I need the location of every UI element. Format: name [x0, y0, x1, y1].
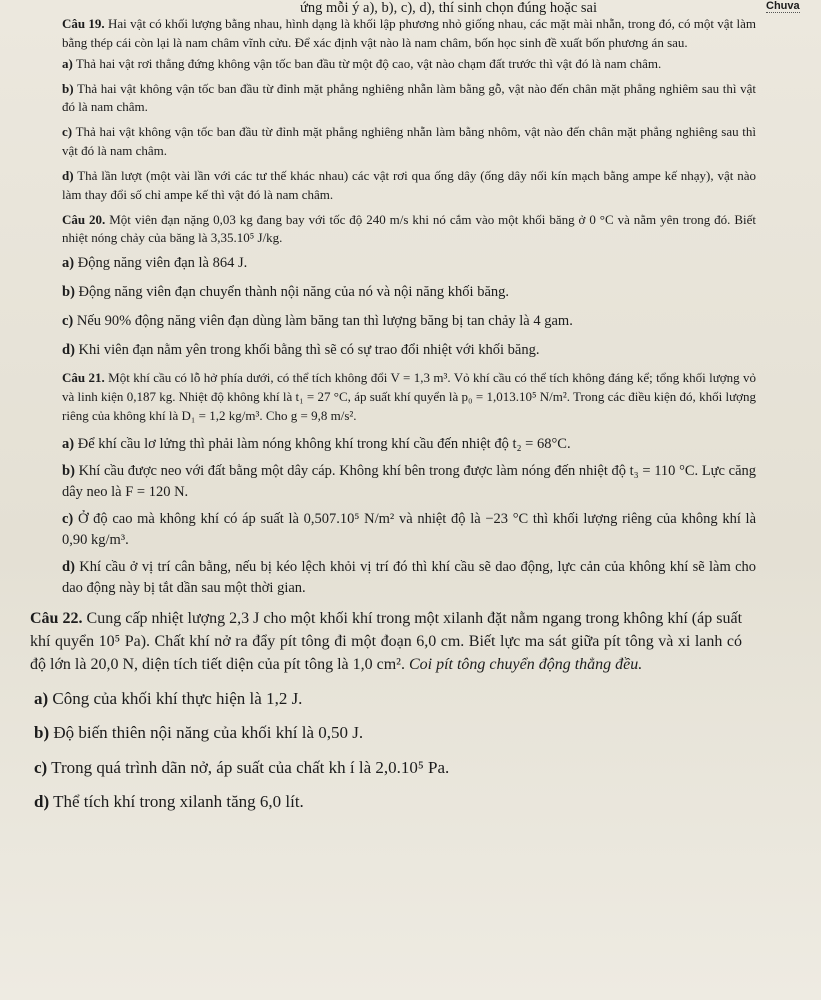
question-22-option-a [34, 687, 742, 712]
question-21-option-a [62, 434, 756, 455]
main-column [30, 15, 757, 815]
option-label: c) [34, 757, 48, 777]
option-label: a) [34, 688, 49, 708]
option-label: a) [62, 255, 75, 272]
option-text: Thả hai vật không vận tốc ban đầu từ đỉnh mặt phẳng nghiêng nhẵn làm bằng nhôm, vật nào đến chân mặt phẳng nghiêng sau thì vật đó là nam châm. [62, 124, 757, 159]
option-text: Trong quá trình dãn nở, áp suất của chất kh í là 2,0.10⁵ Pa. [51, 757, 450, 777]
option-label: b) [62, 284, 75, 301]
option-label: c) [62, 510, 74, 527]
option-text: Thả lần lượt (một vài lần với các tư thế khác nhau) các vật rơi qua ống dây (ống dây nối kín mạch bằng ampe kế nhạy), vật nào làm thay đổi số chỉ ampe kế thì vật đó là nam châm. [62, 167, 756, 202]
question-22-option-c [34, 756, 742, 781]
corner-logo: Chuva [766, 0, 800, 12]
question-21-option-c [62, 509, 756, 551]
option-text: Khi viên đạn nằm yên trong khối bằng thì sẽ có sự trao đổi nhiệt với khối băng. [78, 342, 540, 359]
option-label: d) [62, 558, 75, 575]
top-fragment-text: ứng mỗi ý a), b), c), d), thí sinh chọn đúng hoặc sai [300, 0, 597, 16]
question-20-option-b [62, 282, 756, 303]
question-21 [62, 369, 756, 599]
option-text: Để khí cầu lơ lửng thì phải làm nóng không khí trong khí cầu đến nhiệt độ t₂ = 68°C. [77, 435, 571, 452]
question-20-number: Câu 20. [62, 211, 106, 227]
option-text: Thể tích khí trong xilanh tăng 6,0 lít. [53, 792, 304, 812]
option-label: b) [34, 723, 50, 743]
question-19-option-b [62, 80, 756, 118]
question-19-option-d [62, 167, 756, 205]
question-22-number: Câu 22. [30, 609, 83, 627]
question-19-option-a [62, 55, 756, 74]
question-22-text: Cung cấp nhiệt lượng 2,3 J cho một khối khí trong một xilanh đặt nằm ngang trong không khí (áp suất khí quyển 10⁵ Pa). Chất khí nở ra đẩy pít tông đi một đoạn 6,0 cm. Biết lực ma sát giữa pít tông và xi lanh có độ lớn là 20,0 N, diện tích tiết diện của pít tông là 1,0 cm². [30, 609, 743, 674]
option-text: Công của khối khí thực hiện là 1,2 J. [52, 688, 303, 708]
question-21-stem [62, 369, 756, 426]
option-label: a) [62, 55, 73, 71]
option-label: c) [62, 124, 73, 140]
question-20-option-d [62, 340, 756, 361]
question-19-option-c [62, 123, 756, 161]
question-20-option-c [62, 311, 756, 332]
question-19-number: Câu 19. [62, 16, 105, 31]
question-19-text: Hai vật có khối lượng bằng nhau, hình dạng là khối lập phương nhỏ giống nhau, các mặt mài nhẵn, trong đó, có một vật làm bằng thép cái còn lại là nam châm vĩnh cửu. Để xác định vật nào là nam châm, bốn học sinh đề xuất bốn phương án sau. [62, 16, 757, 50]
question-19 [62, 15, 756, 205]
option-label: d) [62, 342, 75, 359]
question-20-stem [62, 211, 756, 249]
option-text: Động năng viên đạn chuyển thành nội năng của nó và nội năng khối băng. [78, 284, 509, 301]
question-21-option-b [62, 461, 756, 503]
question-20 [62, 211, 756, 362]
question-20-option-a [62, 253, 756, 274]
question-22-option-d [34, 790, 742, 815]
question-22-option-b [34, 721, 742, 746]
option-text: Thả hai vật không vận tốc ban đầu từ đỉnh mặt phẳng nghiêng nhẵn làm bằng gỗ, vật nào đến chân mặt phẳng nghiêm sau thì vật đó là nam châm. [62, 80, 756, 115]
option-label: d) [62, 167, 74, 183]
question-21-option-d [62, 557, 756, 599]
option-label: c) [62, 313, 74, 330]
option-text: Nếu 90% động năng viên đạn dùng làm băng tan thì lượng băng bị tan chảy là 4 gam. [76, 313, 573, 330]
option-label: a) [62, 435, 75, 452]
option-text: Ở độ cao mà không khí có áp suất là 0,507.10⁵ N/m² và nhiệt độ là −23 °C thì khối lượng riêng của không khí là 0,90 kg/m³. [62, 510, 757, 548]
option-label: d) [34, 792, 50, 812]
question-22 [30, 607, 742, 815]
option-text: Thả hai vật rơi thẳng đứng không vận tốc ban đầu từ một độ cao, vật nào chạm đất trước thì vật đó là nam châm. [75, 55, 662, 71]
question-22-italic-note: Coi pít tông chuyển động thẳng đều. [408, 656, 643, 674]
option-text: Độ biến thiên nội năng của khối khí là 0,50 J. [53, 723, 364, 743]
question-21-text: Một khí cầu có lỗ hở phía dưới, có thể tích không đổi V = 1,3 m³. Vỏ khí cầu có thể tích không đáng kể; tổng khối lượng vỏ và linh kiện 0,187 kg. Nhiệt độ không khí là t₁ = 27 °C, áp suất khí quyển là p₀ = 1,013.10⁵ N/m². Trong các điều kiện đó, khối lượng riêng của không khí là D₁ = 1,2 kg/m³. Cho g = 9,8 m/s². [62, 370, 757, 424]
option-label: b) [62, 462, 75, 479]
option-label: b) [62, 80, 74, 96]
question-21-number: Câu 21. [62, 370, 105, 386]
option-text: Động năng viên đạn là 864 J. [77, 255, 248, 272]
question-20-text: Một viên đạn nặng 0,03 kg đang bay với tốc độ 240 m/s khi nó cắm vào một khối băng ở 0 °C và nằm yên trong đó. Biết nhiệt nóng chảy của băng là 3,35.10⁵ J/kg. [62, 211, 757, 246]
question-22-stem [30, 607, 742, 677]
option-text: Khí cầu được neo với đất bằng một dây cáp. Không khí bên trong được làm nóng đến nhiệt độ t₃ = 110 °C. Lực căng dây neo là F = 120 N. [62, 462, 757, 500]
option-text: Khí cầu ở vị trí cân bằng, nếu bị kéo lệch khỏi vị trí đó thì khí cầu sẽ dao động, lực cản của không khí sẽ làm cho dao động này bị tắt dần sau một thời gian. [62, 558, 757, 596]
question-19-stem [62, 15, 756, 53]
